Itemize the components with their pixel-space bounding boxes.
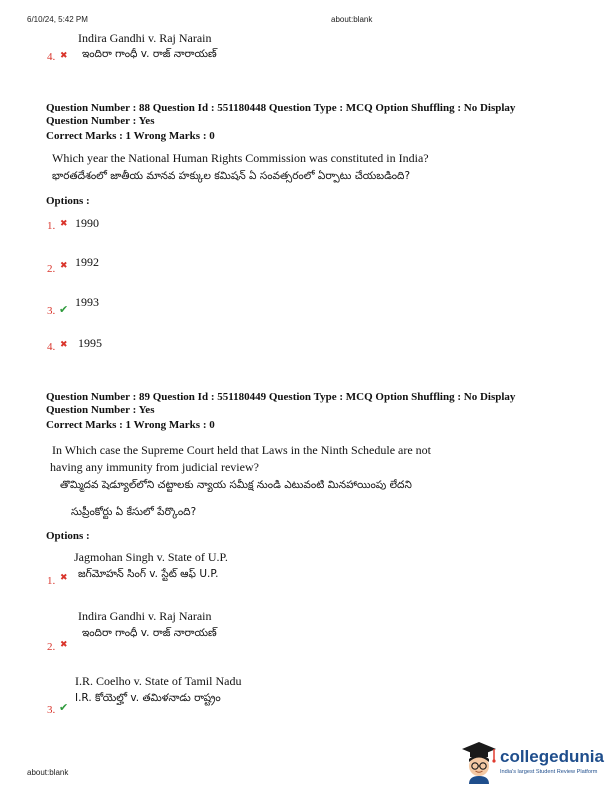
question-89-display: Question Number : Yes — [46, 404, 155, 416]
print-page-title: about:blank — [331, 15, 373, 24]
collegedunia-tagline: India's largest Student Review Platform — [500, 769, 598, 775]
q89-option-2-text-te: ఇందిరా గాంధీ v. రాజ్ నారాయణ్ — [82, 627, 217, 639]
collegedunia-mascot-icon — [461, 740, 497, 784]
print-footer-url: about:blank — [27, 768, 69, 777]
question-89-options-label: Options : — [46, 530, 90, 542]
question-88-marks: Correct Marks : 1 Wrong Marks : 0 — [46, 130, 215, 142]
print-timestamp: 6/10/24, 5:42 PM — [27, 15, 88, 24]
q88-option-2-number: 2. — [47, 263, 56, 275]
collegedunia-brand-name: collegedunia — [500, 747, 604, 766]
check-icon: ✔ — [59, 303, 69, 316]
question-88-display: Question Number : Yes — [46, 115, 155, 127]
question-89-marks: Correct Marks : 1 Wrong Marks : 0 — [46, 419, 215, 431]
q89-option-1-text-te: జగ్‌మోహన్ సింగ్ v. స్టేట్ ఆఫ్ U.P. — [78, 568, 219, 580]
prev-option-4-text-te: ఇందిరా గాంధీ v. రాజ్ నారాయణ్ — [82, 48, 217, 60]
q88-option-3-number: 3. — [47, 305, 56, 317]
q89-option-3-text-te: I.R. కోయెల్హో v. తమిళనాడు రాష్ట్రం — [75, 692, 221, 704]
q88-option-3-text: 1993 — [75, 295, 99, 309]
q89-option-1-number: 1. — [47, 575, 56, 587]
cross-icon: ✖ — [60, 340, 68, 350]
q89-option-2-number: 2. — [47, 641, 56, 653]
q89-option-1-text-en: Jagmohan Singh v. State of U.P. — [74, 550, 228, 564]
question-89-text-te-line1: తొమ్మిదవ షెడ్యూల్‌లోని చట్టాలకు న్యాయ సమీక్ష నుండి ఎటువంటి మినహాయింపు లేదని — [60, 479, 412, 491]
cross-icon: ✖ — [60, 261, 68, 271]
q88-option-4-text: 1995 — [78, 336, 102, 350]
question-88-header: Question Number : 88 Question Id : 551180448 Question Type : MCQ Option Shuffling : No Display — [46, 102, 516, 114]
cross-icon: ✖ — [60, 51, 68, 61]
cross-icon: ✖ — [60, 219, 68, 229]
prev-option-4-number: 4. — [47, 51, 56, 63]
question-88-text-en: Which year the National Human Rights Commission was constituted in India? — [52, 151, 429, 165]
prev-option-4-text-en: Indira Gandhi v. Raj Narain — [78, 31, 212, 45]
q88-option-1-number: 1. — [47, 220, 56, 232]
check-icon: ✔ — [59, 701, 69, 714]
q88-option-2-text: 1992 — [75, 255, 99, 269]
question-89-text-en-line2: having any immunity from judicial review? — [50, 460, 259, 474]
question-88-options-label: Options : — [46, 195, 90, 207]
q88-option-1-text: 1990 — [75, 216, 99, 230]
q89-option-3-number: 3. — [47, 704, 56, 716]
cross-icon: ✖ — [60, 640, 68, 650]
q89-option-3-text-en: I.R. Coelho v. State of Tamil Nadu — [75, 674, 242, 688]
question-89-text-te-line2: సుప్రీంకోర్టు ఏ కేసులో పేర్కొంది? — [71, 506, 197, 518]
q88-option-4-number: 4. — [47, 341, 56, 353]
question-89-header: Question Number : 89 Question Id : 551180449 Question Type : MCQ Option Shuffling : No Display — [46, 391, 516, 403]
question-88-text-te: భారతదేశంలో జాతీయ మానవ హక్కుల కమిషన్ ఏ సంవత్సరంలో ఏర్పాటు చేయబడింది? — [52, 170, 411, 182]
cross-icon: ✖ — [60, 573, 68, 583]
q89-option-2-text-en: Indira Gandhi v. Raj Narain — [78, 609, 212, 623]
question-89-text-en-line1: In Which case the Supreme Court held that Laws in the Ninth Schedule are not — [52, 443, 432, 457]
